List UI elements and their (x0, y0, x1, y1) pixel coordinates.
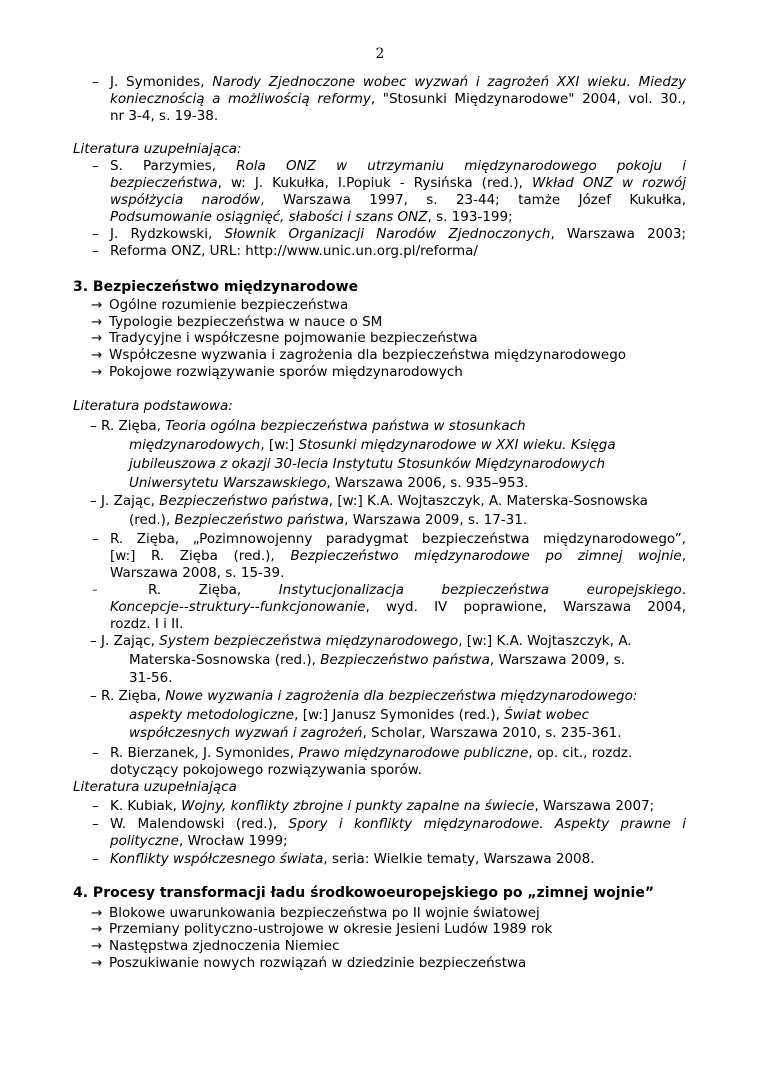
section-heading: 3. Bezpieczeństwo międzynarodowe (73, 279, 359, 295)
topic-item: Przemiany polityczno-ustrojowe w okresie Jesieni Ludów 1989 rok (109, 921, 553, 937)
topic-item: Poszukiwanie nowych rozwiązań w dziedzinie bezpieczeństwa (109, 955, 527, 971)
ref-line: J. Symonides, Narody Zjednoczone wobec wyzwań i zagrożeń XXI wieku. Miedzy (110, 74, 686, 90)
ref-line: Uniwersytetu Warszawskiego, Warszawa 2006, s. 935–953. (129, 475, 529, 491)
literature-heading: Literatura uzupełniająca (73, 779, 237, 795)
literature-heading: Literatura uzupełniająca: (73, 141, 242, 157)
ref-line: J. Rydzkowski, Słownik Organizacji Narodów Zjednoczonych, Warszawa 2003; (110, 226, 686, 242)
ref-line: Reforma ONZ, URL: http://www.unic.un.org.pl/reforma/ (110, 243, 478, 259)
dash-marker: – (92, 798, 99, 814)
ref-line: polityczne, Wrocław 1999; (110, 833, 288, 849)
ref-line: R. Zięba, „Pozimnowojenny paradygmat bezpieczeństwa międzynarodowego”, (110, 531, 686, 547)
arrow-marker: → (91, 955, 103, 971)
ref-line: dotyczący pokojowego rozwiązywania sporów. (110, 762, 422, 778)
ref-line: Warszawa 2008, s. 15-39. (110, 565, 285, 581)
page-number: 2 (375, 46, 385, 62)
section-heading: 4. Procesy transformacji ładu środkowoeuropejskiego po „zimnej wojnie” (73, 885, 655, 901)
arrow-marker: → (91, 921, 103, 937)
dash-marker: – (92, 583, 98, 596)
dash-marker: – (92, 531, 99, 547)
dash-marker: – (92, 243, 99, 259)
ref-line: 31-56. (129, 670, 173, 686)
ref-line: [w:] R. Zięba (red.), Bezpieczeństwo międzynarodowe po zimnej wojnie, (110, 548, 686, 564)
ref-line: bezpieczeństwa, w: J. Kukułka, I.Popiuk - Rysińska (red.), Wkład ONZ w rozwój (110, 175, 686, 191)
ref-line: – J. Zając, Bezpieczeństwo państwa, [w:] K.A. Wojtaszczyk, A. Materska-Sosnowska (90, 493, 648, 509)
arrow-marker: → (91, 314, 103, 330)
literature-heading: Literatura podstawowa: (73, 398, 233, 414)
ref-line: międzynarodowych, [w:] Stosunki międzynarodowe w XXI wieku. Księga (129, 437, 616, 453)
topic-item: Typologie bezpieczeństwa w nauce o SM (109, 314, 383, 330)
dash-marker: – (92, 851, 99, 867)
ref-line: (red.), Bezpieczeństwo państwa, Warszawa 2009, s. 17-31. (129, 512, 528, 528)
topic-item: Ogólne rozumienie bezpieczeństwa (109, 297, 349, 313)
ref-line: – R. Zięba, Teoria ogólna bezpieczeństwa państwa w stosunkach (90, 418, 526, 434)
arrow-marker: → (91, 330, 103, 346)
arrow-marker: → (91, 297, 103, 313)
arrow-marker: → (91, 905, 103, 921)
ref-line: współczesnych wyzwań i zagrożeń, Scholar, Warszawa 2010, s. 235-361. (129, 725, 622, 741)
ref-line: koniecznością a możliwością reformy, "Stosunki Międzynarodowe" 2004, vol. 30., (110, 91, 686, 107)
ref-line: rozdz. I i II. (110, 616, 184, 632)
dash-marker: – (92, 816, 99, 832)
topic-item: Współczesne wyzwania i zagrożenia dla bezpieczeństwa międzynarodowego (109, 347, 627, 363)
ref-line: W. Malendowski (red.), Spory i konflikty międzynarodowe. Aspekty prawne i (110, 816, 686, 832)
ref-line: – R. Zięba, Nowe wyzwania i zagrożenia dla bezpieczeństwa międzynarodowego: (90, 688, 638, 704)
ref-line: – J. Zając, System bezpieczeństwa międzynarodowego, [w:] K.A. Wojtaszczyk, A. (90, 633, 632, 649)
topic-item: Następstwa zjednoczenia Niemiec (109, 938, 340, 954)
topic-item: Tradycyjne i współczesne pojmowanie bezpieczeństwa (109, 330, 478, 346)
topic-item: Blokowe uwarunkowania bezpieczeństwa po II wojnie światowej (109, 905, 540, 921)
topic-item: Pokojowe rozwiązywanie sporów międzynarodowych (109, 364, 463, 380)
dash-marker: – (92, 158, 99, 174)
ref-line: Materska-Sosnowska (red.), Bezpieczeństwo państwa, Warszawa 2009, s. (129, 652, 626, 668)
ref-line: Konflikty współczesnego świata, seria: Wielkie tematy, Warszawa 2008. (110, 851, 595, 867)
arrow-marker: → (91, 938, 103, 954)
ref-line: K. Kubiak, Wojny, konflikty zbrojne i punkty zapalne na świecie, Warszawa 2007; (110, 798, 655, 814)
dash-marker: – (92, 226, 99, 242)
ref-line: jubileuszowa z okazji 30-lecia Instytutu Stosunków Międzynarodowych (129, 456, 606, 472)
ref-line: aspekty metodologiczne, [w:] Janusz Symonides (red.), Świat wobec (129, 707, 590, 723)
dash-marker: – (92, 74, 99, 90)
ref-line: współżycia narodów, Warszawa 1997, s. 23-44; tamże Józef Kukułka, (110, 192, 686, 208)
arrow-marker: → (91, 347, 103, 363)
ref-line: R. Bierzanek, J. Symonides, Prawo międzynarodowe publiczne, op. cit., rozdz. (110, 745, 633, 761)
ref-line: S. Parzymies, Rola ONZ w utrzymaniu międzynarodowego pokoju i (110, 158, 686, 174)
dash-marker: – (92, 745, 99, 761)
ref-line: Podsumowanie osiągnięć, słabości i szans ONZ, s. 193-199; (110, 209, 513, 225)
ref-line: R. Zięba, Instytucjonalizacja bezpieczeństwa europejskiego. (148, 582, 686, 598)
arrow-marker: → (91, 364, 103, 380)
ref-line: nr 3-4, s. 19-38. (110, 108, 219, 124)
ref-line: Koncepcje--struktury--funkcjonowanie, wyd. IV poprawione, Warszawa 2004, (110, 599, 686, 615)
